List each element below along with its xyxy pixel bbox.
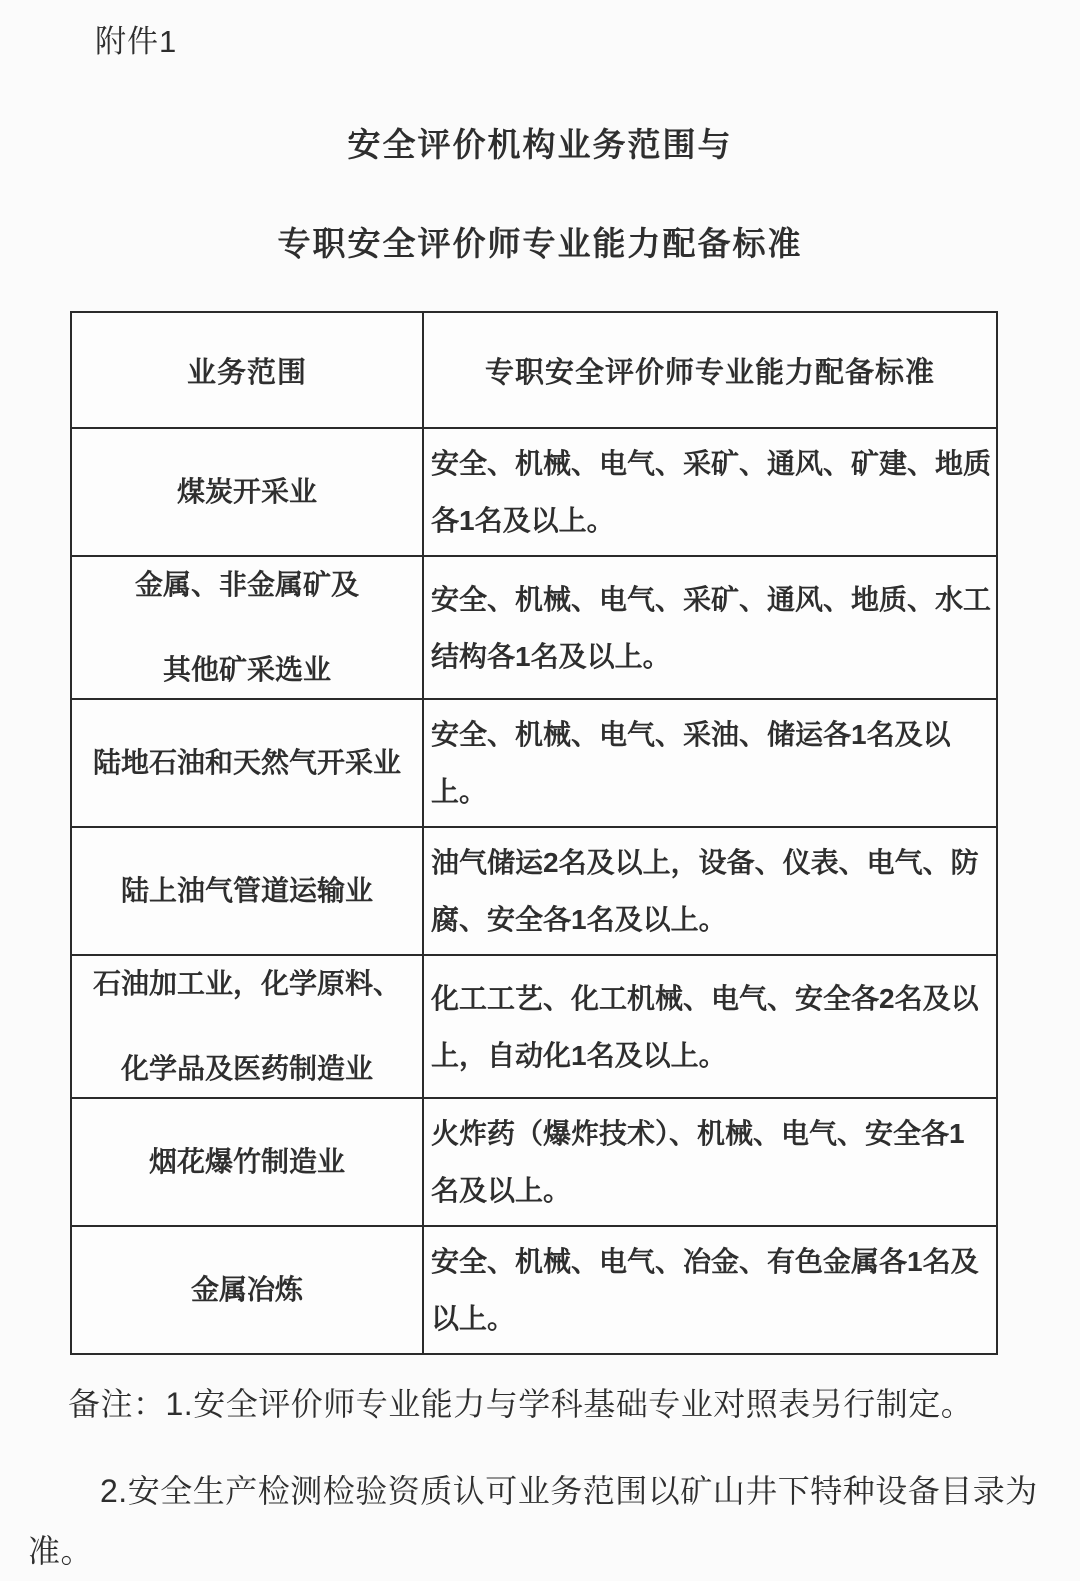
table-row [71,556,997,699]
scope-cell [71,428,423,556]
scope-cell [71,699,423,827]
attachment-label: 附件1 [95,24,178,59]
header-requirement: 专职安全评价师专业能力配备标准 [423,312,997,428]
table-row [71,428,997,556]
requirement-cell [423,556,997,699]
table-row [71,955,997,1098]
requirements-table [70,311,998,1355]
scope-line: 其他矿采选业 [162,654,331,685]
scope-line: 陆地石油和天然气开采业 [92,747,401,778]
requirement-cell [423,428,997,556]
scope-line: 化学品及医药制造业 [120,1053,373,1084]
table-header-row [71,312,997,428]
requirement-cell [423,1226,997,1354]
requirement-cell [423,1098,997,1226]
scope-line: 石油加工业，化学原料、 [92,968,401,999]
requirement-text: 安全、机械、电气、采矿、通风、矿建、地质各1名及以上。 [431,448,992,536]
scope-cell [71,1098,423,1226]
scope-line: 陆上油气管道运输业 [120,875,373,906]
requirement-text: 安全、机械、电气、采矿、通风、地质、水工结构各1名及以上。 [431,583,992,672]
scope-line: 煤炭开采业 [176,476,317,507]
requirement-text: 火炸药（爆炸技术）、机械、电气、安全各1名及以上。 [431,1118,965,1206]
scope-cell [71,827,423,955]
scope-cell [71,1226,423,1354]
scope-line: 金属冶炼 [190,1274,303,1305]
footnote-2: 2.安全生产检测检验资质认可业务范围以矿山井下特种设备目录为准。 [28,1473,1038,1569]
requirement-cell [423,699,997,827]
scope-line: 金属、非金属矿及 [134,569,359,600]
header-scope: 业务范围 [71,312,423,428]
scope-line: 烟花爆竹制造业 [148,1146,345,1177]
requirement-text: 油气储运2名及以上，设备、仪表、电气、防腐、安全各1名及以上。 [431,847,979,935]
footnote-1: 备注：1.安全评价师专业能力与学科基础专业对照表另行制定。 [68,1386,974,1422]
footnotes [0,1379,1080,1581]
table-row [71,699,997,827]
table-row [71,1226,997,1354]
scope-cell [71,955,423,1098]
requirement-text: 化工工艺、化工机械、电气、安全各2名及以上，自动化1名及以上。 [431,982,979,1071]
requirement-text: 安全、机械、电气、冶金、有色金属各1名及以上。 [431,1246,979,1334]
requirement-cell [423,827,997,955]
table-row [71,1098,997,1226]
requirement-text: 安全、机械、电气、采油、储运各1名及以上。 [431,719,951,807]
document-title-line-2: 专职安全评价师专业能力配备标准 [277,225,803,262]
document-title-line-1: 安全评价机构业务范围与 [347,126,733,163]
scope-cell [71,556,423,699]
table-row [71,827,997,955]
requirement-cell [423,955,997,1098]
